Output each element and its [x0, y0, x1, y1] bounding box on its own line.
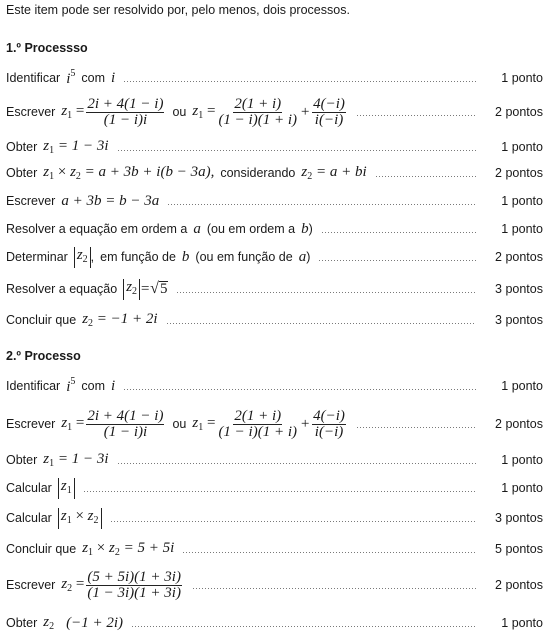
criteria-row: [6, 404, 543, 444]
criteria-label: Concluir que: [6, 542, 77, 556]
criteria-row: [6, 565, 543, 605]
criteria-label: Escrever: [6, 578, 56, 592]
points-value: 1 ponto: [501, 140, 543, 154]
points-value: 1 ponto: [501, 481, 543, 495]
math-expression: b: [181, 248, 190, 265]
math-square-root: √ 5: [150, 280, 168, 297]
points-value: 2 pontos: [495, 578, 543, 592]
criteria-text: ): [306, 250, 311, 264]
criteria-row: [6, 92, 543, 132]
math-fraction: $\frac{(5 + 5i)(1 + 3i)}{(1 - 3i)(1 + 3i)}$: [87, 568, 181, 601]
dot-leader: [167, 204, 476, 205]
dot-leader: [110, 521, 476, 522]
math-modulus: $z_2$: [74, 247, 91, 268]
dot-leader: [356, 115, 476, 116]
criteria-row: [6, 247, 543, 267]
criteria-label: Obter: [6, 616, 38, 630]
points-value: 5 pontos: [495, 542, 543, 556]
math-expression: $i^5$: [66, 376, 76, 395]
math-expression: $z_1 = 1 - 3i$: [43, 138, 109, 156]
math-expression: a: [193, 220, 201, 237]
criteria-label: Calcular: [6, 481, 52, 495]
math-fraction: $\frac{2(1 + i)}{(1 - i)(1 + i)}$: [218, 95, 297, 128]
criteria-row: [6, 191, 543, 211]
criteria-description: [6, 409, 348, 440]
math-expression: $z_2 = -1 + 2i$: [82, 311, 158, 329]
dot-leader: [182, 552, 476, 553]
points-value: 1 ponto: [501, 222, 543, 236]
dot-leader: [117, 463, 476, 464]
criteria-text: ou: [172, 105, 187, 119]
criteria-description: [6, 247, 310, 268]
criteria-description: [6, 311, 158, 329]
process-1-heading: 1.º Processso: [6, 41, 88, 55]
dot-leader: [123, 81, 476, 82]
math-operator: =: [140, 280, 151, 297]
math-expression: $z_2 = a$ + bi: [301, 164, 367, 182]
dot-leader: [318, 260, 476, 261]
criteria-label: Determinar: [6, 250, 68, 264]
criteria-description: [6, 376, 115, 396]
points-value: 2 pontos: [495, 417, 543, 431]
math-expression: (−1 + 2i): [66, 614, 124, 631]
math-modulus: $z_1$: [58, 478, 75, 499]
points-value: 1 ponto: [501, 379, 543, 393]
math-operator: +: [300, 415, 311, 432]
criteria-row: [6, 376, 543, 396]
criteria-label: Escrever: [6, 194, 56, 208]
criteria-label: Obter: [6, 166, 38, 180]
math-fraction: $\frac{2i + 4(1 - i)}{(1 - i)i}$: [87, 95, 164, 128]
math-fraction: $\frac{4(-i)}{i(-i)}$: [313, 407, 345, 440]
intro-text: Este item pode ser resolvido por, pelo menos, dois processos.: [6, 3, 350, 17]
criteria-row: [6, 219, 543, 239]
dot-leader: [131, 626, 476, 627]
math-expression: $z_1 = 1 - 3i$: [43, 451, 109, 469]
criteria-row: [6, 508, 543, 528]
dot-leader: [192, 588, 476, 589]
math-modulus: $z_1 \times z_2$: [58, 508, 102, 529]
dot-leader: [123, 389, 476, 390]
criteria-description: [6, 540, 174, 558]
math-expression: a + 3b = b − 3a: [61, 192, 160, 209]
dot-leader: [321, 232, 476, 233]
math-expression: $z_2$ =: [61, 576, 85, 594]
math-fraction: $\frac{4(-i)}{i(-i)}$: [313, 95, 345, 128]
points-value: 1 ponto: [501, 194, 543, 208]
criteria-description: [6, 221, 313, 238]
math-expression: $z_1$ =: [61, 103, 85, 121]
criteria-row: [6, 137, 543, 157]
criteria-label: Identificar: [6, 71, 61, 85]
criteria-label: Escrever: [6, 105, 56, 119]
math-modulus: $z_2$: [123, 279, 140, 300]
dot-leader: [356, 427, 476, 428]
criteria-label: Escrever: [6, 417, 56, 431]
math-expression: $z_2$: [43, 614, 55, 632]
points-value: 2 pontos: [495, 166, 543, 180]
criteria-description: [6, 68, 115, 88]
criteria-description: [6, 478, 75, 499]
dot-leader: [375, 176, 476, 177]
criteria-description: [6, 451, 109, 469]
criteria-text: ou: [172, 417, 187, 431]
criteria-label: Identificar: [6, 379, 61, 393]
criteria-text: (ou em ordem a: [206, 222, 296, 236]
criteria-description: [6, 164, 367, 182]
criteria-label: Obter: [6, 140, 38, 154]
criteria-description: [6, 570, 184, 601]
math-operator: +: [300, 103, 311, 120]
criteria-row: [6, 68, 543, 88]
criteria-description: [6, 508, 102, 529]
criteria-row: [6, 478, 543, 498]
process-2-heading: 2.º Processo: [6, 349, 81, 363]
math-expression: $z_1$ =: [192, 415, 216, 433]
criteria-text: (ou em função de: [195, 250, 293, 264]
math-expression: $z_1$ =: [192, 103, 216, 121]
criteria-text: ): [308, 222, 313, 236]
points-value: 2 pontos: [495, 105, 543, 119]
points-value: 3 pontos: [495, 511, 543, 525]
math-expression: a: [298, 248, 307, 265]
math-expression: $z_1 \times z_2 = 5 + 5i$: [82, 540, 175, 558]
criteria-row: [6, 163, 543, 183]
criteria-description: [6, 97, 348, 128]
criteria-text: com: [81, 71, 105, 85]
criteria-description: [6, 138, 109, 156]
criteria-text: em função de: [100, 250, 176, 264]
math-expression: $i^5$: [66, 68, 76, 87]
points-value: 3 pontos: [495, 282, 543, 296]
criteria-description: [6, 614, 123, 632]
math-expression: b: [301, 220, 309, 237]
points-value: 1 ponto: [501, 71, 543, 85]
criteria-text: considerando: [220, 166, 296, 180]
criteria-text: ,: [90, 250, 95, 264]
dot-leader: [117, 150, 476, 151]
points-value: 3 pontos: [495, 313, 543, 327]
criteria-row: [6, 539, 543, 559]
criteria-description: [6, 279, 168, 300]
criteria-label: Concluir que: [6, 313, 77, 327]
criteria-label: Obter: [6, 453, 38, 467]
math-expression: i: [111, 69, 116, 86]
criteria-row: [6, 279, 543, 299]
criteria-row: [6, 310, 543, 330]
criteria-label: Calcular: [6, 511, 52, 525]
math-expression: $z_1$ =: [61, 415, 85, 433]
criteria-label: Resolver a equação em ordem a: [6, 222, 188, 236]
criteria-row: [6, 450, 543, 470]
math-fraction: $\frac{2i + 4(1 - i)}{(1 - i)i}$: [87, 407, 164, 440]
criteria-row: [6, 613, 543, 633]
math-expression: i: [111, 377, 116, 394]
math-expression: $z_1 \times z_2 = a + 3b + i(b - 3a)$,: [43, 164, 215, 182]
criteria-description: [6, 193, 159, 210]
dot-leader: [83, 491, 476, 492]
dot-leader: [176, 292, 476, 293]
math-fraction: $\frac{2(1 + i)}{(1 - i)(1 + i)}$: [218, 407, 297, 440]
points-value: 1 ponto: [501, 453, 543, 467]
points-value: 2 pontos: [495, 250, 543, 264]
criteria-text: com: [81, 379, 105, 393]
points-value: 1 ponto: [501, 616, 543, 630]
criteria-label: Resolver a equação: [6, 282, 118, 296]
dot-leader: [166, 323, 476, 324]
